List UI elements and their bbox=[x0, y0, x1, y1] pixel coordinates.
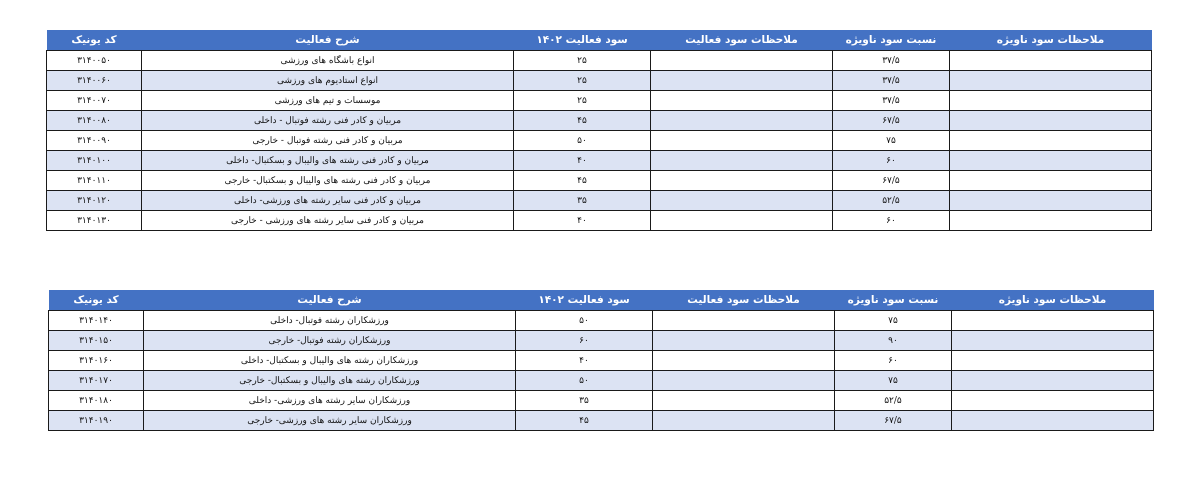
cell-gross-notes bbox=[950, 191, 1152, 211]
cell-description: مربیان و کادر فنی رشته های والیبال و بسکتبال- خارجی bbox=[142, 171, 514, 191]
cell-gross-notes bbox=[952, 391, 1154, 411]
cell-code: ۳۱۴۰۰۸۰ bbox=[47, 111, 142, 131]
cell-profit-notes bbox=[651, 171, 833, 191]
cell-profit: ۵۰ bbox=[514, 131, 651, 151]
cell-description: ورزشکاران رشته فوتبال- داخلی bbox=[144, 311, 516, 331]
cell-gross-ratio: ۹۰ bbox=[835, 331, 952, 351]
cell-gross-notes bbox=[950, 91, 1152, 111]
cell-code: ۳۱۴۰۰۶۰ bbox=[47, 71, 142, 91]
header-gross-ratio: نسبت سود ناویژه bbox=[833, 30, 950, 51]
cell-code: ۳۱۴۰۱۹۰ bbox=[49, 411, 144, 431]
cell-profit-notes bbox=[653, 391, 835, 411]
header-gross-notes: ملاحظات سود ناویژه bbox=[952, 290, 1154, 311]
cell-gross-notes bbox=[950, 171, 1152, 191]
cell-profit-notes bbox=[653, 311, 835, 331]
cell-gross-notes bbox=[952, 311, 1154, 331]
header-profit-notes: ملاحظات سود فعالیت bbox=[651, 30, 833, 51]
cell-code: ۳۱۴۰۱۲۰ bbox=[47, 191, 142, 211]
cell-gross-notes bbox=[950, 211, 1152, 231]
cell-profit-notes bbox=[651, 131, 833, 151]
cell-gross-ratio: ۳۷/۵ bbox=[833, 91, 950, 111]
cell-code: ۳۱۴۰۱۸۰ bbox=[49, 391, 144, 411]
activity-table-2 bbox=[48, 290, 1154, 431]
cell-gross-ratio: ۷۵ bbox=[835, 311, 952, 331]
cell-description: ورزشکاران سایر رشته های ورزشی- خارجی bbox=[144, 411, 516, 431]
cell-profit-notes bbox=[651, 191, 833, 211]
cell-description: ورزشکاران رشته فوتبال- خارجی bbox=[144, 331, 516, 351]
cell-description: ورزشکاران رشته های والیبال و بسکتبال- خارجی bbox=[144, 371, 516, 391]
table-row bbox=[49, 411, 1154, 431]
cell-gross-notes bbox=[952, 351, 1154, 371]
table-row bbox=[47, 131, 1152, 151]
table-row bbox=[49, 351, 1154, 371]
table-row bbox=[49, 311, 1154, 331]
table-row bbox=[49, 371, 1154, 391]
cell-description: ورزشکاران سایر رشته های ورزشی- داخلی bbox=[144, 391, 516, 411]
cell-profit: ۵۰ bbox=[516, 371, 653, 391]
cell-profit: ۲۵ bbox=[514, 51, 651, 71]
cell-profit: ۴۰ bbox=[514, 211, 651, 231]
cell-gross-ratio: ۶۷/۵ bbox=[833, 111, 950, 131]
cell-profit-notes bbox=[651, 71, 833, 91]
cell-description: مربیان و کادر فنی سایر رشته های ورزشی - خارجی bbox=[142, 211, 514, 231]
cell-code: ۳۱۴۰۱۴۰ bbox=[49, 311, 144, 331]
cell-gross-notes bbox=[950, 51, 1152, 71]
cell-profit-notes bbox=[651, 111, 833, 131]
cell-gross-ratio: ۷۵ bbox=[835, 371, 952, 391]
header-description: شرح فعالیت bbox=[142, 30, 514, 51]
cell-gross-notes bbox=[950, 111, 1152, 131]
cell-code: ۳۱۴۰۱۶۰ bbox=[49, 351, 144, 371]
cell-gross-ratio: ۶۰ bbox=[833, 211, 950, 231]
table-row bbox=[49, 391, 1154, 411]
cell-profit: ۴۵ bbox=[516, 411, 653, 431]
cell-description: مربیان و کادر فنی رشته فوتبال - داخلی bbox=[142, 111, 514, 131]
cell-gross-ratio: ۳۷/۵ bbox=[833, 71, 950, 91]
table-row bbox=[47, 151, 1152, 171]
cell-gross-ratio: ۶۷/۵ bbox=[835, 411, 952, 431]
cell-gross-ratio: ۶۷/۵ bbox=[833, 171, 950, 191]
cell-profit: ۴۵ bbox=[514, 111, 651, 131]
table-row bbox=[49, 331, 1154, 351]
cell-code: ۳۱۴۰۰۷۰ bbox=[47, 91, 142, 111]
cell-profit-notes bbox=[653, 331, 835, 351]
cell-code: ۳۱۴۰۱۳۰ bbox=[47, 211, 142, 231]
cell-gross-ratio: ۵۲/۵ bbox=[835, 391, 952, 411]
cell-code: ۳۱۴۰۰۵۰ bbox=[47, 51, 142, 71]
cell-gross-ratio: ۵۲/۵ bbox=[833, 191, 950, 211]
table-row bbox=[47, 71, 1152, 91]
header-gross-ratio: نسبت سود ناویژه bbox=[835, 290, 952, 311]
cell-profit-notes bbox=[653, 371, 835, 391]
header-code: کد یونیک bbox=[49, 290, 144, 311]
cell-code: ۳۱۴۰۱۰۰ bbox=[47, 151, 142, 171]
header-profit: سود فعالیت ۱۴۰۲ bbox=[514, 30, 651, 51]
cell-profit: ۲۵ bbox=[514, 91, 651, 111]
cell-gross-ratio: ۳۷/۵ bbox=[833, 51, 950, 71]
cell-profit-notes bbox=[653, 351, 835, 371]
cell-profit-notes bbox=[653, 411, 835, 431]
header-code: کد یونیک bbox=[47, 30, 142, 51]
cell-profit: ۴۰ bbox=[514, 151, 651, 171]
header-gross-notes: ملاحظات سود ناویژه bbox=[950, 30, 1152, 51]
cell-gross-notes bbox=[952, 411, 1154, 431]
cell-gross-ratio: ۶۰ bbox=[833, 151, 950, 171]
header-profit-notes: ملاحظات سود فعالیت bbox=[653, 290, 835, 311]
table-row bbox=[47, 91, 1152, 111]
cell-description: انواع باشگاه های ورزشی bbox=[142, 51, 514, 71]
cell-profit: ۳۵ bbox=[516, 391, 653, 411]
cell-profit: ۶۰ bbox=[516, 331, 653, 351]
cell-code: ۳۱۴۰۰۹۰ bbox=[47, 131, 142, 151]
cell-profit: ۲۵ bbox=[514, 71, 651, 91]
table-row bbox=[47, 191, 1152, 211]
cell-profit-notes bbox=[651, 51, 833, 71]
cell-gross-notes bbox=[950, 151, 1152, 171]
cell-profit-notes bbox=[651, 211, 833, 231]
cell-description: انواع استادیوم های ورزشی bbox=[142, 71, 514, 91]
header-profit: سود فعالیت ۱۴۰۲ bbox=[516, 290, 653, 311]
cell-gross-ratio: ۶۰ bbox=[835, 351, 952, 371]
cell-code: ۳۱۴۰۱۵۰ bbox=[49, 331, 144, 351]
cell-profit: ۵۰ bbox=[516, 311, 653, 331]
table-header-row bbox=[47, 30, 1152, 51]
cell-profit: ۴۵ bbox=[514, 171, 651, 191]
table-header-row bbox=[49, 290, 1154, 311]
cell-description: ورزشکاران رشته های والیبال و بسکتبال- داخلی bbox=[144, 351, 516, 371]
cell-gross-notes bbox=[952, 331, 1154, 351]
cell-gross-notes bbox=[950, 71, 1152, 91]
table-row bbox=[47, 111, 1152, 131]
activity-table-1 bbox=[46, 30, 1152, 231]
cell-profit-notes bbox=[651, 151, 833, 171]
cell-gross-notes bbox=[950, 131, 1152, 151]
header-description: شرح فعالیت bbox=[144, 290, 516, 311]
cell-code: ۳۱۴۰۱۷۰ bbox=[49, 371, 144, 391]
table-row bbox=[47, 171, 1152, 191]
cell-description: مربیان و کادر فنی سایر رشته های ورزشی- داخلی bbox=[142, 191, 514, 211]
cell-description: موسسات و تیم های ورزشی bbox=[142, 91, 514, 111]
cell-description: مربیان و کادر فنی رشته های والیبال و بسکتبال- داخلی bbox=[142, 151, 514, 171]
cell-code: ۳۱۴۰۱۱۰ bbox=[47, 171, 142, 191]
table-row bbox=[47, 211, 1152, 231]
table-row bbox=[47, 51, 1152, 71]
cell-profit-notes bbox=[651, 91, 833, 111]
cell-profit: ۳۵ bbox=[514, 191, 651, 211]
cell-profit: ۴۰ bbox=[516, 351, 653, 371]
cell-gross-ratio: ۷۵ bbox=[833, 131, 950, 151]
cell-gross-notes bbox=[952, 371, 1154, 391]
cell-description: مربیان و کادر فنی رشته فوتبال - خارجی bbox=[142, 131, 514, 151]
